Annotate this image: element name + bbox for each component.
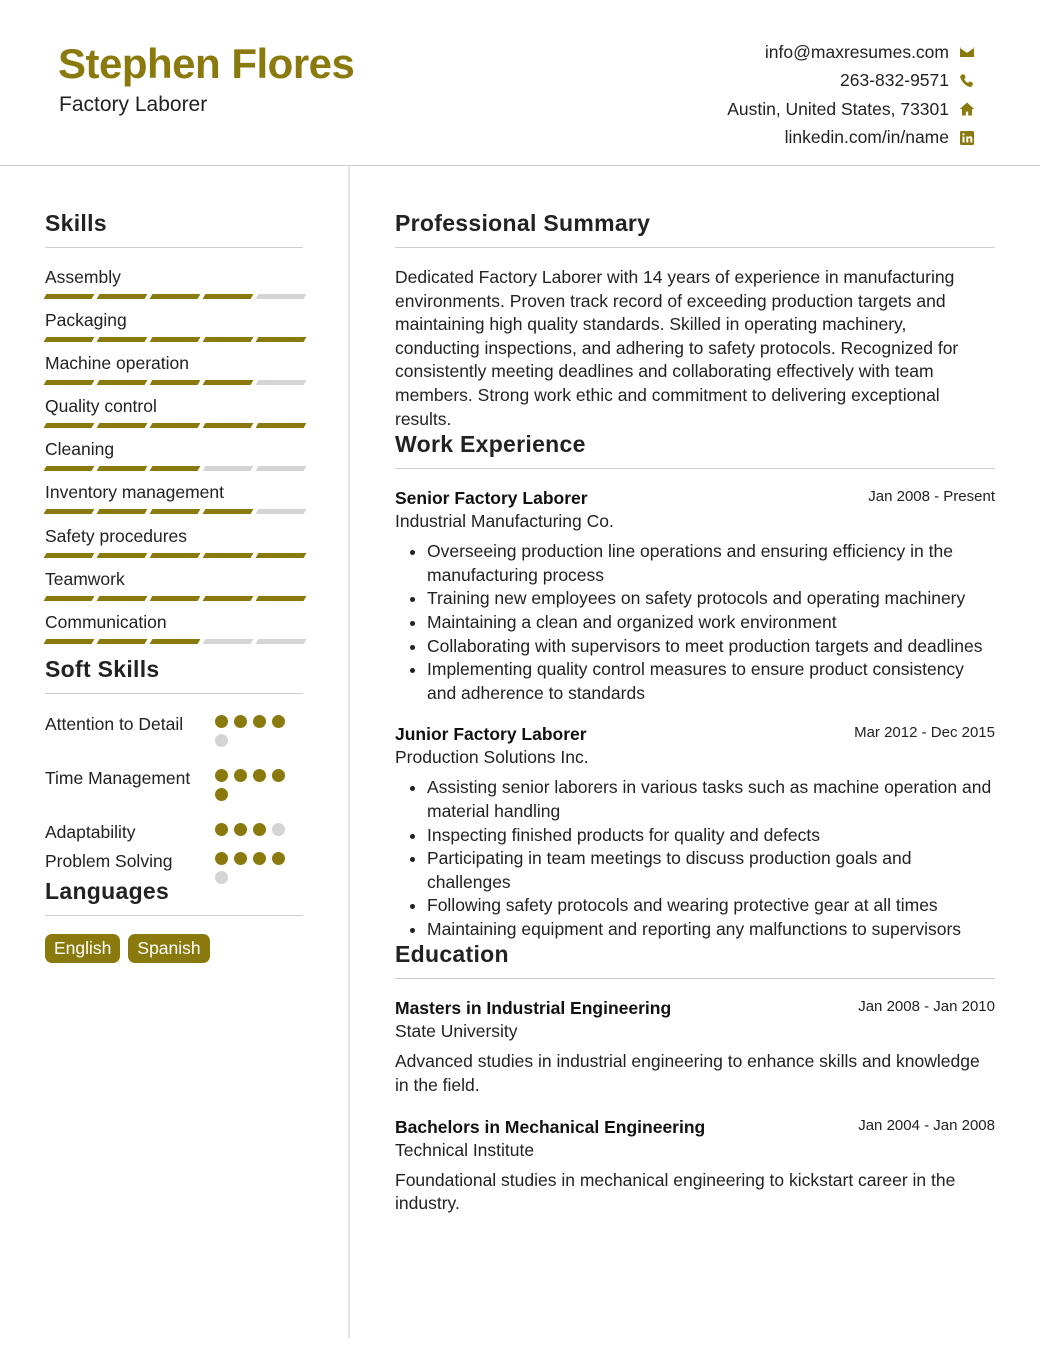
skill-level-bar [45, 509, 305, 514]
rating-dot [272, 823, 285, 836]
education-degree: Masters in Industrial Engineering [395, 998, 672, 1019]
education-school: Technical Institute [395, 1139, 535, 1160]
skill-level-segment [256, 294, 307, 299]
skill-level-bar [45, 423, 305, 428]
job-entry-title: Senior Factory Laborer [395, 488, 588, 509]
education-description: Advanced studies in industrial engineering to enhance skills and knowledge in the field. [395, 1051, 980, 1096]
soft-skill-name: Attention to Detail [45, 713, 184, 734]
job-title: Factory Laborer [59, 93, 208, 116]
job-bullet: • Overseeing production line operations and ensuring efficiency in the manufacturing process [427, 540, 995, 587]
skill-level-segment [150, 466, 201, 471]
job-entry-company: Industrial Manufacturing Co. [395, 511, 614, 532]
rating-dot [253, 715, 266, 728]
skill-level-segment [256, 639, 307, 644]
soft-skills-heading: Soft Skills [45, 656, 303, 694]
skill-item [45, 395, 303, 438]
rating-dot [272, 769, 285, 782]
skill-item [45, 309, 303, 352]
soft-skill-item [45, 766, 303, 820]
skill-level-segment [150, 380, 201, 385]
skill-name: Cleaning [45, 439, 115, 460]
rating-dot [215, 769, 228, 782]
skill-level-segment [44, 423, 95, 428]
skill-item [45, 438, 303, 481]
job-bullet: • Collaborating with supervisors to meet production targets and deadlines [427, 635, 995, 659]
skill-item [45, 481, 303, 524]
column-divider [348, 166, 350, 1338]
skill-level-segment [44, 509, 95, 514]
job-bullet: • Following safety protocols and wearing protective gear at all times [427, 894, 995, 918]
language-badge: Spanish [128, 934, 209, 963]
skill-level-segment [203, 294, 254, 299]
skill-level-segment [150, 294, 201, 299]
skill-item [45, 525, 303, 568]
job-entry-title: Junior Factory Laborer [395, 724, 587, 745]
rating-dot [272, 715, 285, 728]
skill-item [45, 611, 303, 654]
skill-level-segment [203, 596, 254, 601]
education-date: Jan 2004 - Jan 2008 [858, 1116, 995, 1134]
job-bullet: • Maintaining equipment and reporting any malfunctions to supervisors [427, 918, 995, 942]
skill-name: Safety procedures [45, 525, 188, 546]
language-badge: English [45, 934, 120, 963]
skill-item [45, 266, 303, 309]
skill-level-segment [150, 423, 201, 428]
skill-level-segment [203, 466, 254, 471]
skill-level-segment [150, 337, 201, 342]
soft-skill-rating [215, 769, 287, 801]
rating-dot [215, 823, 228, 836]
phone-icon [958, 72, 976, 90]
skill-level-segment [256, 380, 307, 385]
skill-level-segment [44, 380, 95, 385]
rating-dot [234, 715, 247, 728]
education-entry [395, 997, 995, 1097]
skills-heading: Skills [45, 210, 303, 248]
skill-level-segment [150, 553, 201, 558]
summary-heading: Professional Summary [395, 210, 995, 248]
soft-skills-list [45, 712, 303, 878]
education-school: State University [395, 1021, 518, 1042]
education-description: Foundational studies in mechanical engineering to kickstart career in the industry. [395, 1169, 956, 1214]
skill-level-bar [45, 639, 305, 644]
job-bullets [395, 540, 995, 705]
skill-name: Machine operation [45, 353, 189, 374]
skill-name: Inventory management [45, 482, 224, 503]
soft-skill-name: Adaptability [45, 821, 136, 842]
skill-level-segment [256, 596, 307, 601]
skill-level-segment [44, 639, 95, 644]
skill-level-segment [97, 423, 148, 428]
skill-level-segment [97, 337, 148, 342]
soft-skill-rating [215, 852, 287, 884]
rating-dot [253, 852, 266, 865]
work-list [395, 487, 995, 941]
job-bullet: • Assisting senior laborers in various tasks such as machine operation and material handling [427, 776, 995, 823]
skill-level-segment [44, 466, 95, 471]
rating-dot [272, 852, 285, 865]
rating-dot [215, 871, 228, 884]
envelope-icon [958, 43, 976, 61]
job-entry [395, 487, 995, 705]
resume-header [0, 0, 1040, 166]
work-heading: Work Experience [395, 431, 995, 469]
skill-level-segment [203, 639, 254, 644]
rating-dot [253, 823, 266, 836]
skill-level-segment [97, 639, 148, 644]
skill-level-segment [150, 596, 201, 601]
skill-level-bar [45, 466, 305, 471]
contact-email-text: info@maxresumes.com [764, 41, 949, 62]
skill-level-segment [97, 466, 148, 471]
skill-level-segment [203, 423, 254, 428]
rating-dot [215, 734, 228, 747]
education-entry [395, 1116, 995, 1216]
education-degree: Bachelors in Mechanical Engineering [395, 1116, 706, 1137]
skill-level-segment [256, 337, 307, 342]
skill-level-segment [150, 509, 201, 514]
soft-skill-rating [215, 823, 287, 836]
right-column [395, 210, 995, 1216]
skills-list [45, 266, 303, 654]
left-column [45, 210, 303, 963]
job-bullets [395, 776, 995, 941]
candidate-name: Stephen Flores [58, 40, 355, 87]
contact-list [727, 38, 976, 152]
job-bullet: • Training new employees on safety protocols and operating machinery [427, 587, 995, 611]
job-bullet: • Participating in team meetings to discuss production goals and challenges [427, 847, 995, 894]
skill-item [45, 352, 303, 395]
skill-level-segment [97, 553, 148, 558]
contact-linkedin-text: linkedin.com/in/name [784, 127, 949, 148]
job-entry-date: Mar 2012 - Dec 2015 [854, 724, 995, 742]
job-bullet: • Implementing quality control measures to ensure product consistency and adherence to standards [427, 658, 995, 705]
soft-skill-name: Time Management [45, 767, 191, 788]
languages-list [45, 934, 303, 963]
skill-level-segment [256, 509, 307, 514]
education-heading: Education [395, 941, 995, 979]
skill-level-bar [45, 337, 305, 342]
skill-level-segment [150, 639, 201, 644]
rating-dot [253, 769, 266, 782]
education-date: Jan 2008 - Jan 2010 [858, 998, 995, 1016]
contact-location [727, 95, 976, 124]
rating-dot [215, 788, 228, 801]
job-entry-date: Jan 2008 - Present [868, 488, 995, 506]
contact-phone-text: 263-832-9571 [840, 70, 949, 91]
skill-name: Communication [45, 611, 167, 632]
soft-skill-item [45, 820, 303, 849]
job-bullet: • Maintaining a clean and organized work environment [427, 611, 995, 635]
skill-name: Assembly [45, 267, 121, 287]
contact-location-text: Austin, United States, 73301 [727, 98, 949, 119]
skill-level-segment [203, 509, 254, 514]
skill-level-segment [203, 337, 254, 342]
rating-dot [215, 852, 228, 865]
job-bullet: • Inspecting finished products for quality and defects [427, 824, 995, 848]
soft-skill-item [45, 712, 303, 766]
skill-level-segment [203, 553, 254, 558]
skill-level-segment [44, 294, 95, 299]
linkedin-icon [958, 129, 976, 147]
skill-level-bar [45, 553, 305, 558]
job-entry-company: Production Solutions Inc. [395, 747, 589, 768]
skill-level-bar [45, 596, 305, 601]
contact-phone[interactable] [727, 67, 976, 96]
skill-level-segment [256, 553, 307, 558]
contact-email[interactable] [727, 38, 976, 67]
skill-name: Quality control [45, 396, 157, 417]
skill-level-segment [44, 596, 95, 601]
soft-skill-name: Problem Solving [45, 850, 173, 871]
home-icon [958, 100, 976, 118]
skill-name: Packaging [45, 310, 127, 331]
skill-item [45, 568, 303, 611]
languages-heading: Languages [45, 878, 303, 916]
skill-level-segment [256, 423, 307, 428]
summary-text: Dedicated Factory Laborer with 14 years of experience in manufacturing environments. Proven track record of exceeding production targets and maintaining high quality standards. Skilled in operating machinery, conducting inspections, and adhering to safety protocols. Recognized for consistently meeting deadlines and collaborating effectively with team members. Strong work ethic and commitment to delivering exceptional results. [395, 267, 959, 429]
skill-level-segment [203, 380, 254, 385]
skill-level-bar [45, 294, 305, 299]
education-list [395, 997, 995, 1215]
skill-level-segment [97, 380, 148, 385]
soft-skill-item [45, 849, 303, 878]
contact-linkedin[interactable] [727, 124, 976, 153]
rating-dot [215, 715, 228, 728]
rating-dot [234, 823, 247, 836]
rating-dot [234, 852, 247, 865]
skill-level-segment [97, 509, 148, 514]
rating-dot [234, 769, 247, 782]
job-entry [395, 723, 995, 941]
skill-level-segment [97, 596, 148, 601]
skill-level-segment [44, 337, 95, 342]
skill-level-segment [97, 294, 148, 299]
skill-name: Teamwork [45, 568, 125, 589]
skill-level-segment [256, 466, 307, 471]
skill-level-bar [45, 380, 305, 385]
soft-skill-rating [215, 715, 287, 747]
skill-level-segment [44, 553, 95, 558]
